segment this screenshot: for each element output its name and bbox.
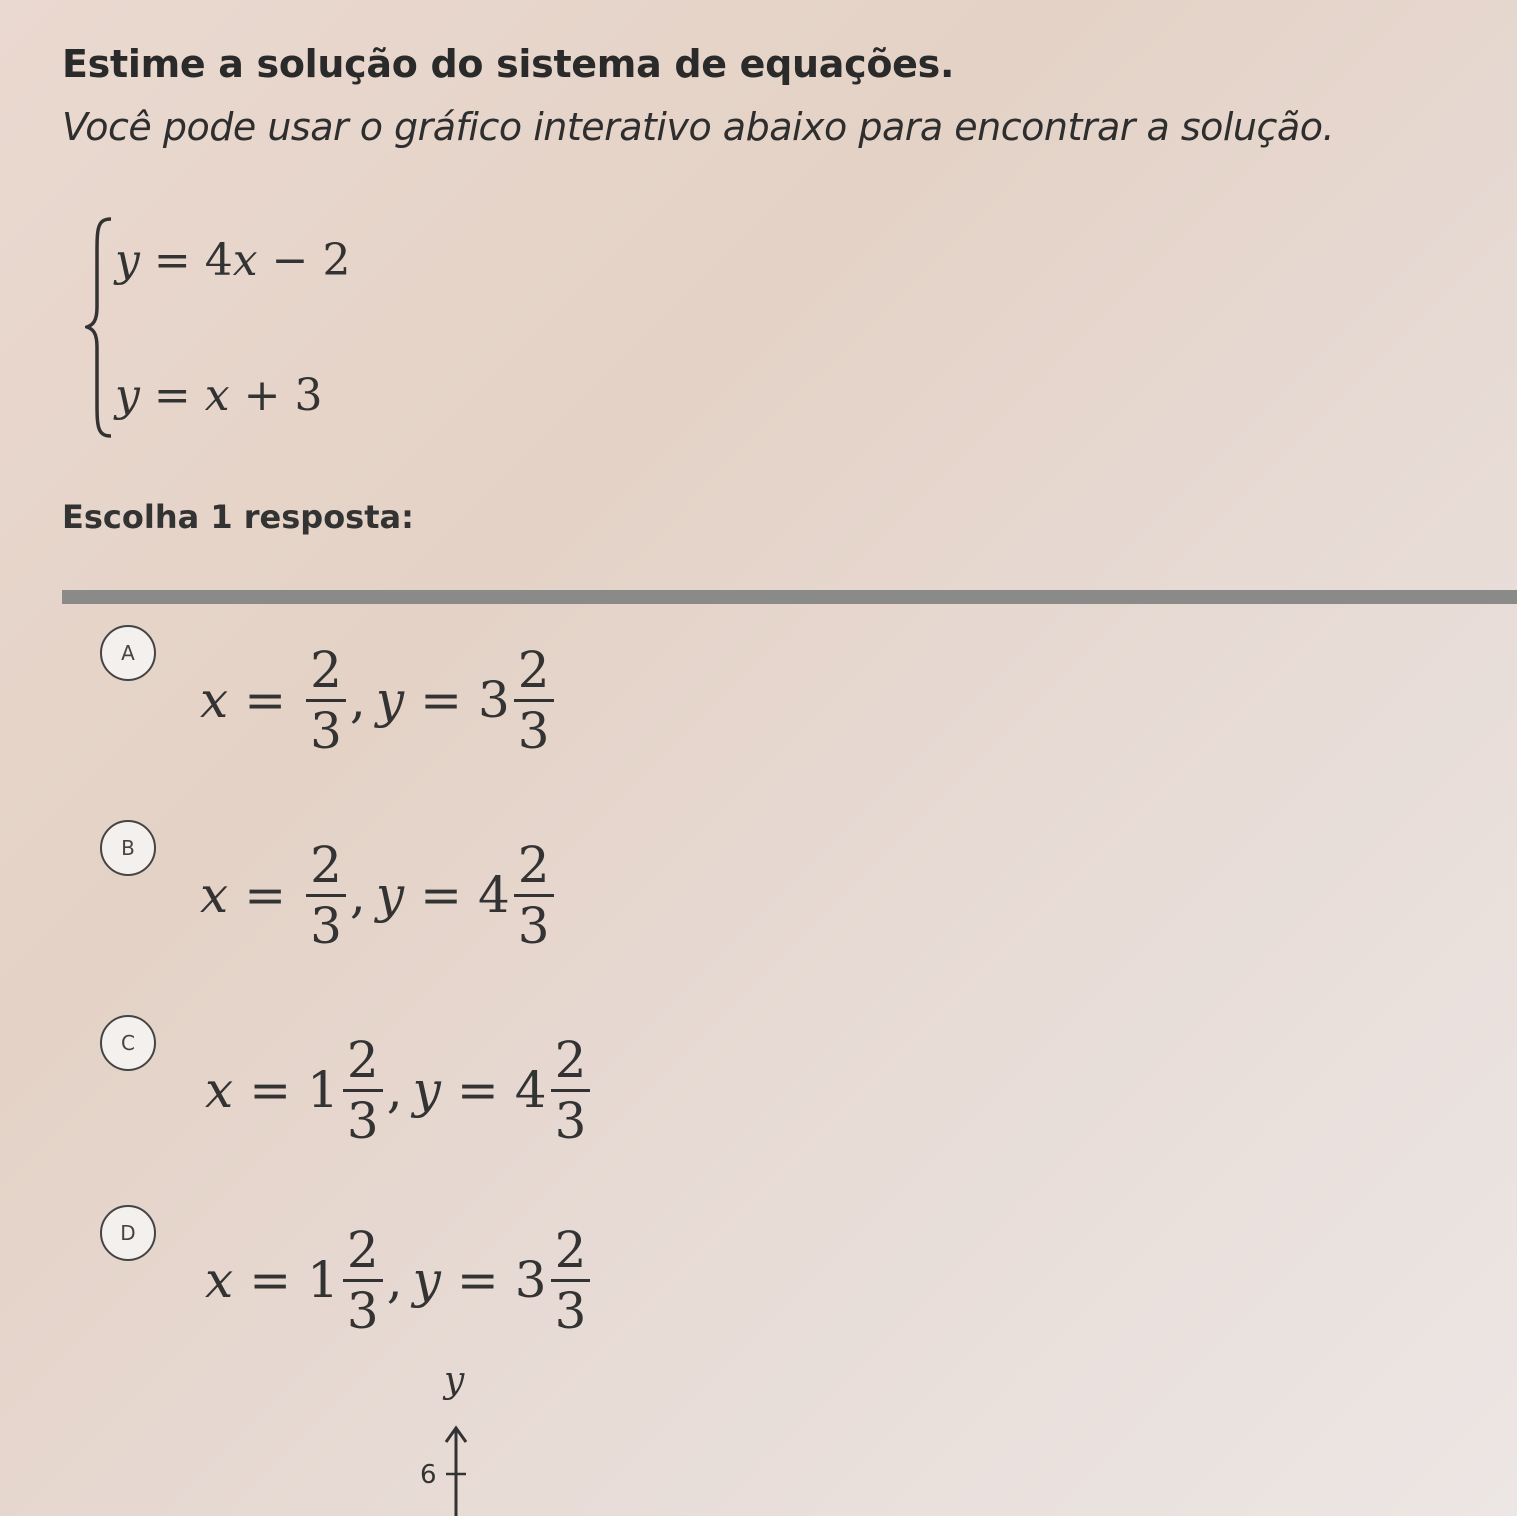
- equation-system: [85, 215, 445, 440]
- x-var: x: [205, 1251, 234, 1309]
- y-tick-label: 6: [420, 1460, 437, 1490]
- y-numerator: 2: [554, 1220, 587, 1279]
- x-fraction: [343, 1221, 383, 1340]
- x-numerator: 2: [310, 835, 342, 894]
- y-denominator: 3: [554, 1281, 587, 1340]
- equals-sign: =: [249, 1251, 292, 1309]
- y-fraction: [551, 1221, 591, 1340]
- x-denominator: 3: [310, 896, 342, 955]
- question-hint: Você pode usar o gráfico interativo abaixo para encontrar a solução.: [62, 105, 1335, 149]
- x-denominator: 3: [346, 1281, 379, 1340]
- x-numerator: 2: [346, 1030, 379, 1089]
- comma: ,: [349, 671, 366, 729]
- equals-sign: =: [249, 1061, 292, 1119]
- eq1-coef: 4: [204, 235, 233, 286]
- y-numerator: 2: [554, 1030, 587, 1089]
- eq1-const: 2: [322, 235, 351, 286]
- x-fraction: [306, 836, 346, 955]
- eq1-var: x: [232, 235, 258, 286]
- equals-sign: =: [244, 866, 287, 924]
- choice-d-math: [205, 1205, 594, 1355]
- y-axis-label: y: [444, 1360, 465, 1401]
- y-whole: 4: [477, 866, 510, 924]
- equation-2: [115, 370, 322, 421]
- x-whole: 1: [307, 1251, 339, 1309]
- equals-sign: =: [420, 866, 462, 924]
- y-var: y: [412, 1061, 441, 1119]
- choice-c-math: [205, 1015, 594, 1165]
- comma: ,: [386, 1061, 403, 1119]
- instruction-label: Escolha 1 resposta:: [62, 498, 414, 536]
- eq2-lhs: y: [115, 370, 140, 421]
- eq2-var: x: [204, 370, 230, 421]
- radio-a[interactable]: A: [100, 625, 156, 681]
- y-denominator: 3: [554, 1091, 587, 1150]
- x-numerator: 2: [346, 1220, 379, 1279]
- x-denominator: 3: [310, 701, 342, 760]
- radio-c[interactable]: C: [100, 1015, 156, 1071]
- radio-b[interactable]: B: [100, 820, 156, 876]
- x-fraction: [306, 641, 346, 760]
- equals-sign: =: [456, 1061, 499, 1119]
- y-denominator: 3: [517, 896, 550, 955]
- choice-c[interactable]: [100, 1015, 1000, 1165]
- eq1-lhs: y: [115, 235, 140, 286]
- y-whole: 4: [514, 1061, 547, 1119]
- x-var: x: [200, 866, 229, 924]
- divider: [62, 590, 1517, 604]
- equals-sign: =: [420, 671, 462, 729]
- question-title: Estime a solução do sistema de equações.: [62, 42, 955, 86]
- x-whole: 1: [307, 1061, 339, 1119]
- choice-a-math: [200, 625, 558, 775]
- eq1-op: −: [271, 235, 309, 286]
- equals-sign: =: [244, 671, 287, 729]
- y-numerator: 2: [517, 835, 550, 894]
- x-fraction: [343, 1031, 383, 1150]
- choice-b-math: [200, 820, 558, 970]
- y-numerator: 2: [517, 640, 550, 699]
- equation-1: [115, 235, 350, 286]
- radio-d[interactable]: D: [100, 1205, 156, 1261]
- equals-sign: =: [456, 1251, 499, 1309]
- choice-a[interactable]: [100, 625, 1000, 775]
- choice-d[interactable]: [100, 1205, 1000, 1355]
- y-whole: 3: [477, 671, 510, 729]
- eq2-op: +: [243, 370, 281, 421]
- y-fraction: [514, 641, 554, 760]
- comma: ,: [349, 866, 366, 924]
- y-fraction: [551, 1031, 591, 1150]
- interactive-graph[interactable]: [400, 1360, 520, 1516]
- y-var: y: [412, 1251, 441, 1309]
- eq1-rel: =: [153, 235, 191, 286]
- y-whole: 3: [514, 1251, 547, 1309]
- choice-b[interactable]: [100, 820, 1000, 970]
- comma: ,: [386, 1251, 403, 1309]
- x-numerator: 2: [310, 640, 342, 699]
- y-fraction: [514, 836, 554, 955]
- left-brace-icon: [85, 215, 115, 440]
- x-denominator: 3: [346, 1091, 379, 1150]
- eq2-const: 3: [294, 370, 323, 421]
- eq2-rel: =: [153, 370, 191, 421]
- x-var: x: [205, 1061, 234, 1119]
- y-denominator: 3: [517, 701, 550, 760]
- x-var: x: [200, 671, 229, 729]
- y-var: y: [375, 671, 405, 729]
- y-axis-arrow-icon: [400, 1360, 520, 1516]
- y-var: y: [375, 866, 405, 924]
